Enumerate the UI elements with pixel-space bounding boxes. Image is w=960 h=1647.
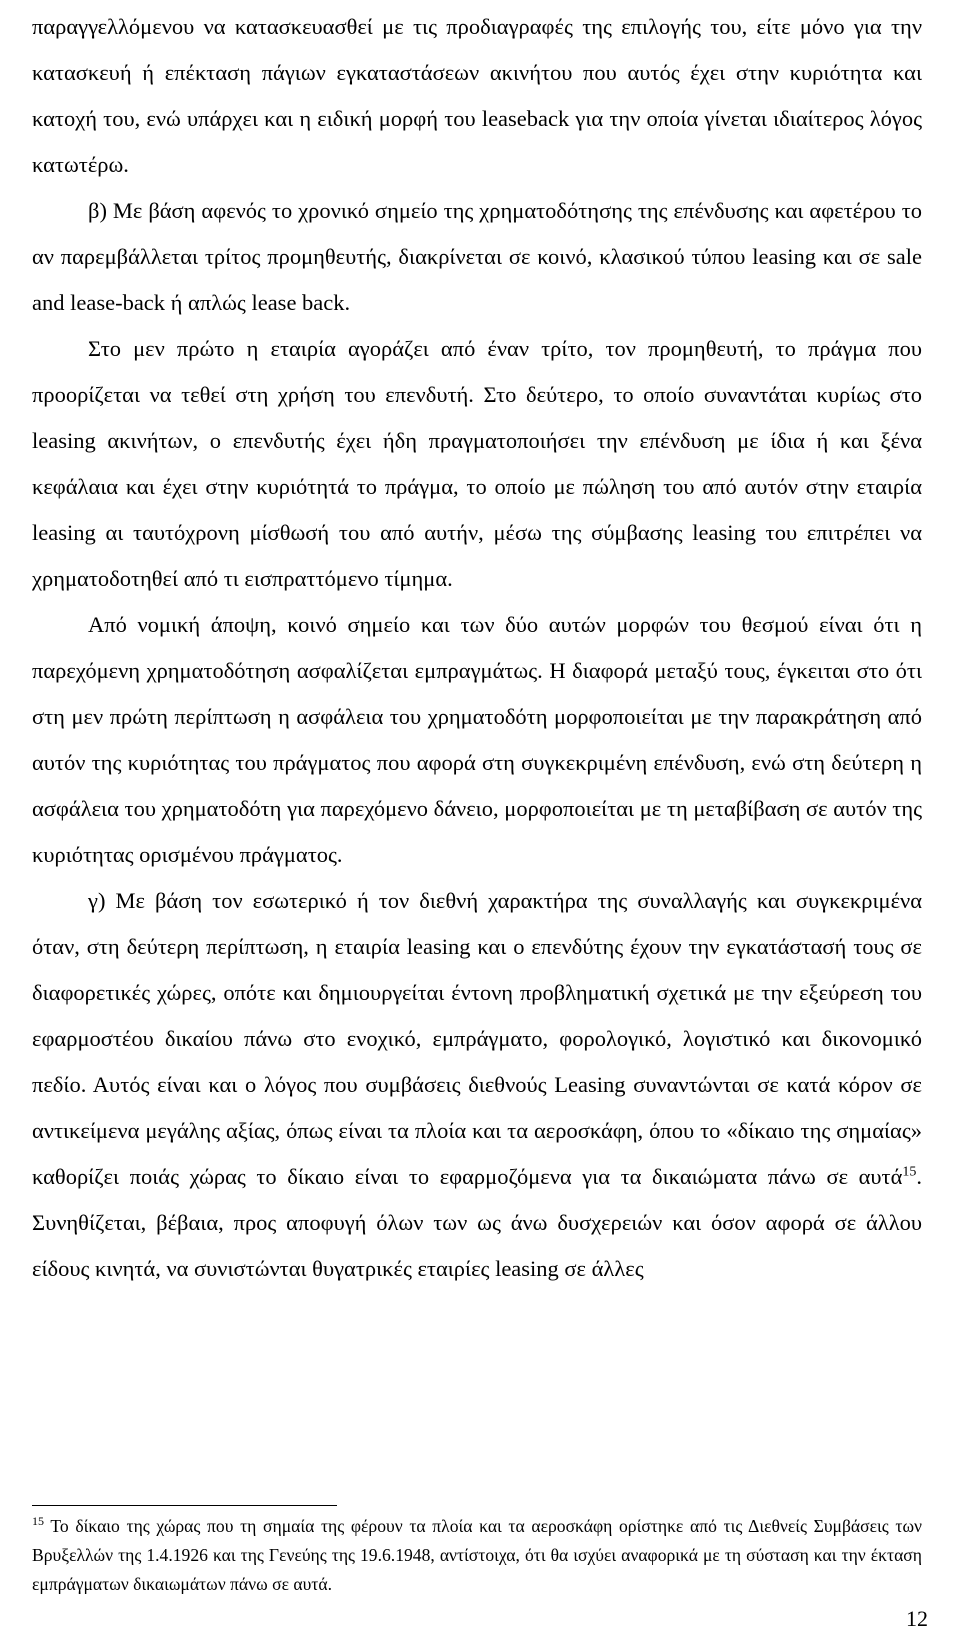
paragraph-legal-view: Από νομική άποψη, κοινό σημείο και των δύο αυτών μορφών του θεσμού είναι ότι η παρεχόμενη χρηματοδότηση ασφαλίζεται εμπραγμάτως. Η διαφορά μεταξύ τους, έγκειται στο ότι στη μεν πρώτη περίπτωση η ασφάλεια του χρηματοδότη μορφοποιείται με την παρακράτηση από αυτόν της κυριότητας του πράγματος που αφορά στη συγκεκριμένη επένδυση, ενώ στη δεύτερη η ασφάλεια του χρηματοδότη για παρεχόμενο δάνειο, μορφοποιείται με τη μεταβίβαση σε αυτόν της κυριότητας ορισμένου πράγματος. (32, 612, 922, 867)
paragraph-classification-c (32, 878, 922, 1292)
footnote-separator (32, 1505, 337, 1506)
footnote-number: 15 (32, 1514, 44, 1529)
page-number: 12 (906, 1606, 928, 1631)
footnote-text: Το δίκαιο της χώρας που τη σημαία της φέρουν τα πλοία και τα αεροσκάφη ορίστηκε από τις Διεθνείς Συμβάσεις των Βρυξελλών της 1.4.1926 και της Γενεύης της 19.6.1948, αντίστοιχα, ότι θα ισχύει αναφορικά με τη σύσταση και την έκταση εμπράγματων δικαιωμάτων πάνω σε αυτά. (32, 1516, 922, 1594)
footnote-reference[interactable]: 15 (902, 1164, 917, 1180)
paragraph-c-text-before: γ) Με βάση τον εσωτερικό ή τον διεθνή χαρακτήρα της συναλλαγής και συγκεκριμένα όταν, στη δεύτερη περίπτωση, η εταιρία leasing και ο επενδύτης έχουν την εγκατάστασή τους σε διαφορετικές χώρες, οπότε και δημιουργείται έντονη προβληματική σχετικά με την εξεύρεση του εφαρμοστέου δικαίου πάνω στο ενοχικό, εμπράγματο, φορολογικό, λογιστικό και δικονομικό πεδίο. Αυτός είναι και ο λόγος που συμβάσεις διεθνούς Leasing συναντώνται σε κατά κόρον σε αντικείμενα μεγάλης αξίας, όπως είναι τα πλοία και τα αεροσκάφη, όπου το «δίκαιο της σημαίας» καθορίζει ποιάς χώρας το δίκαιο είναι το εφαρμοζόμενα για τα δικαιώματα πάνω σε αυτά (32, 888, 922, 1189)
paragraph-continuation: παραγγελλόμενου να κατασκευασθεί με τις προδιαγραφές της επιλογής του, είτε μόνο για την κατασκευή ή επέκταση πάγιων εγκαταστάσεων ακινήτου που αυτός έχει στην κυριότητα και κατοχή του, ενώ υπάρχει και η ειδική μορφή του leaseback για την οποία γίνεται ιδιαίτερος λόγος κατωτέρω. (32, 14, 922, 177)
body-text (32, 4, 922, 1292)
paragraph-classification-b: β) Με βάση αφενός το χρονικό σημείο της χρηματοδότησης της επένδυσης και αφετέρου το αν παρεμβάλλεται τρίτος προμηθευτής, διακρίνεται σε κοινό, κλασικού τύπου leasing και σε sale and lease-back ή απλώς lease back. (32, 198, 922, 315)
paragraph-first-second-form: Στο μεν πρώτο η εταιρία αγοράζει από έναν τρίτο, τον προμηθευτή, το πράγμα που προορίζεται να τεθεί στη χρήση του επενδυτή. Στο δεύτερο, το οποίο συναντάται κυρίως στο leasing ακινήτων, ο επενδυτής έχει ήδη πραγματοποιήσει την επένδυση με ίδια ή και ξένα κεφάλαια και έχει στην κυριότητά το πράγμα, το οποίο με πώληση του από αυτόν στην εταιρία leasing αι ταυτόχρονη μίσθωσή του από αυτήν, μέσω της σύμβασης leasing του επιτρέπει να χρηματοδοτηθεί από τι εισπραττόμενο τίμημα. (32, 336, 922, 591)
footnote (32, 1512, 922, 1599)
paragraph-c-text-after: . Συνηθίζεται, βέβαια, προς αποφυγή όλων των ως άνω δυσχερειών και όσον αφορά σε άλλου είδους κινητά, να συνιστώνται θυγατρικές εταιρίες leasing σε άλλες (32, 1164, 922, 1281)
